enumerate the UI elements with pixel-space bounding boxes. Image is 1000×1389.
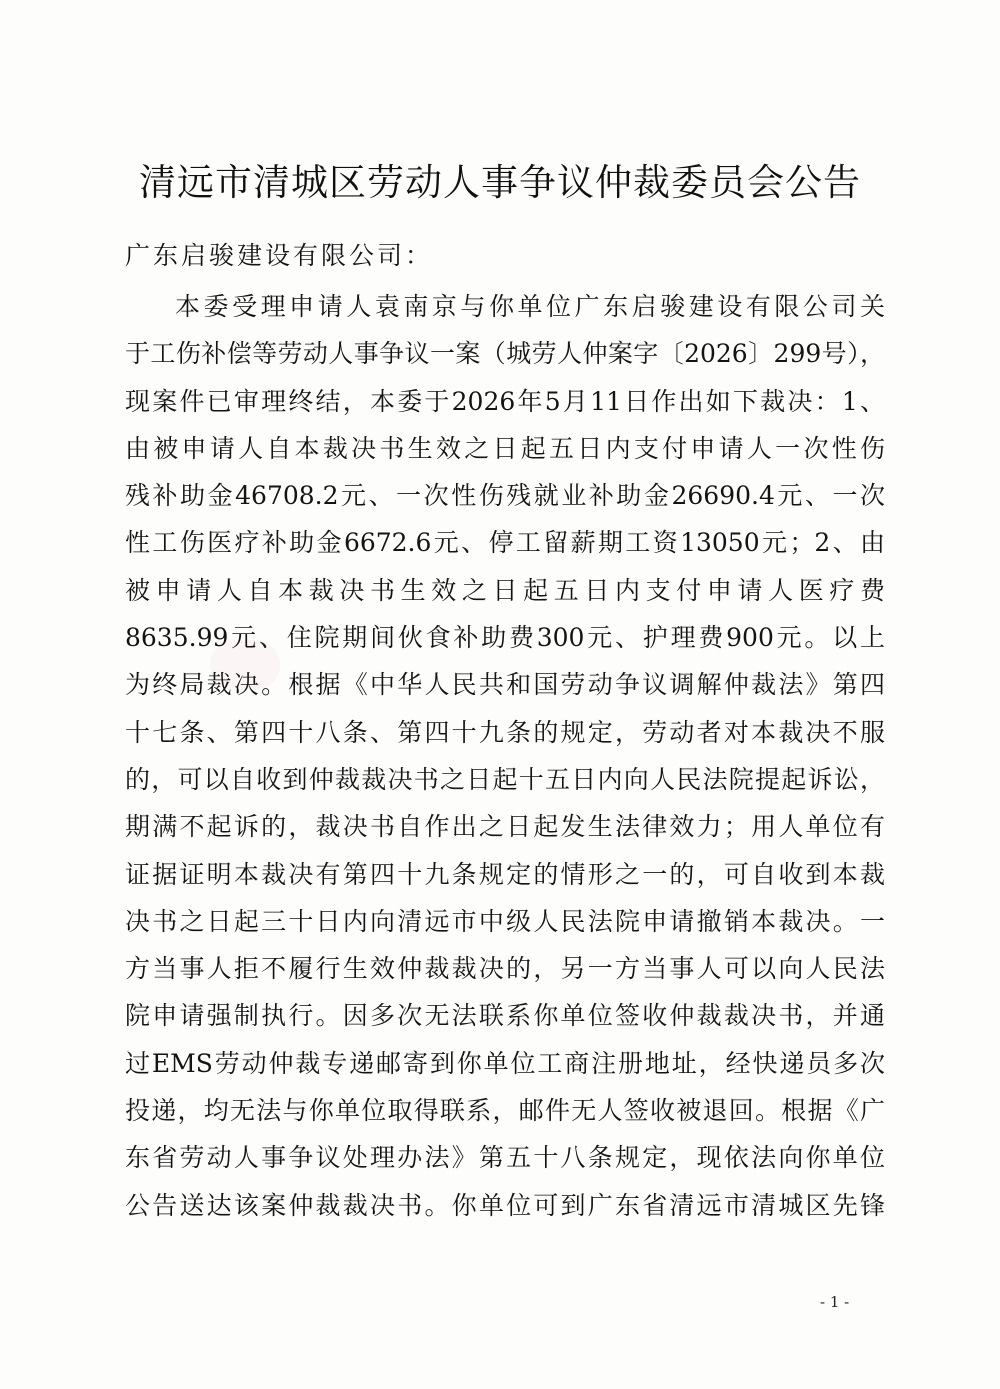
body-line: 的，可以自收到仲裁裁决书之日起十五日内向人民法院提起诉讼， <box>125 764 885 794</box>
body-line: 过EMS劳动仲裁专递邮寄到你单位工商注册地址，经快递员多次 <box>125 1048 885 1078</box>
body-line: 性工伤医疗补助金6672.6元、停工留薪期工资13050元；2、由 <box>125 528 885 558</box>
body-line: 期满不起诉的，裁决书自作出之日起发生法律效力；用人单位有 <box>125 812 885 842</box>
body-line: 方当事人拒不履行生效仲裁裁决的，另一方当事人可以向人民法 <box>125 954 885 984</box>
body-line: 东省劳动人事争议处理办法》第五十八条规定，现依法向你单位 <box>125 1143 885 1173</box>
body-text <box>125 283 885 1229</box>
page-title: 清远市清城区劳动人事争议仲裁委员会公告 <box>139 161 861 204</box>
body-line: 被申请人自本裁决书生效之日起五日内支付申请人医疗费 <box>125 575 885 605</box>
page-number: - 1 - <box>820 1293 850 1311</box>
body-line: 公告送达该案仲裁裁决书。你单位可到广东省清远市清城区先锋 <box>125 1190 885 1220</box>
body-line: 现案件已审理终结，本委于2026年5月11日作出如下裁决：1、 <box>125 386 885 416</box>
body-line: 残补助金46708.2元、一次性伤残就业补助金26690.4元、一次 <box>125 481 885 511</box>
body-line: 投递，均无法与你单位取得联系，邮件无人签收被退回。根据《广 <box>125 1096 885 1126</box>
body-line: 决书之日起三十日内向清远市中级人民法院申请撤销本裁决。一 <box>125 906 885 936</box>
body-line: 十七条、第四十八条、第四十九条的规定，劳动者对本裁决不服 <box>125 717 885 747</box>
body-line: 为终局裁决。根据《中华人民共和国劳动争议调解仲裁法》第四 <box>125 670 885 700</box>
body-line: 本委受理申请人袁南京与你单位广东启骏建设有限公司关 <box>175 292 885 321</box>
body-line: 于工伤补偿等劳动人事争议一案（城劳人仲案字〔2026〕299号）， <box>125 339 885 369</box>
addressee: 广东启骏建设有限公司： <box>125 241 434 270</box>
body-line: 院申请强制执行。因多次无法联系你单位签收仲裁裁决书，并通 <box>125 1001 885 1031</box>
body-line: 由被申请人自本裁决书生效之日起五日内支付申请人一次性伤 <box>125 433 885 463</box>
body-line: 8635.99元、住院期间伙食补助费300元、护理费900元。以上 <box>125 623 885 653</box>
body-line: 证据证明本裁决有第四十九条规定的情形之一的，可自收到本裁 <box>125 859 885 889</box>
